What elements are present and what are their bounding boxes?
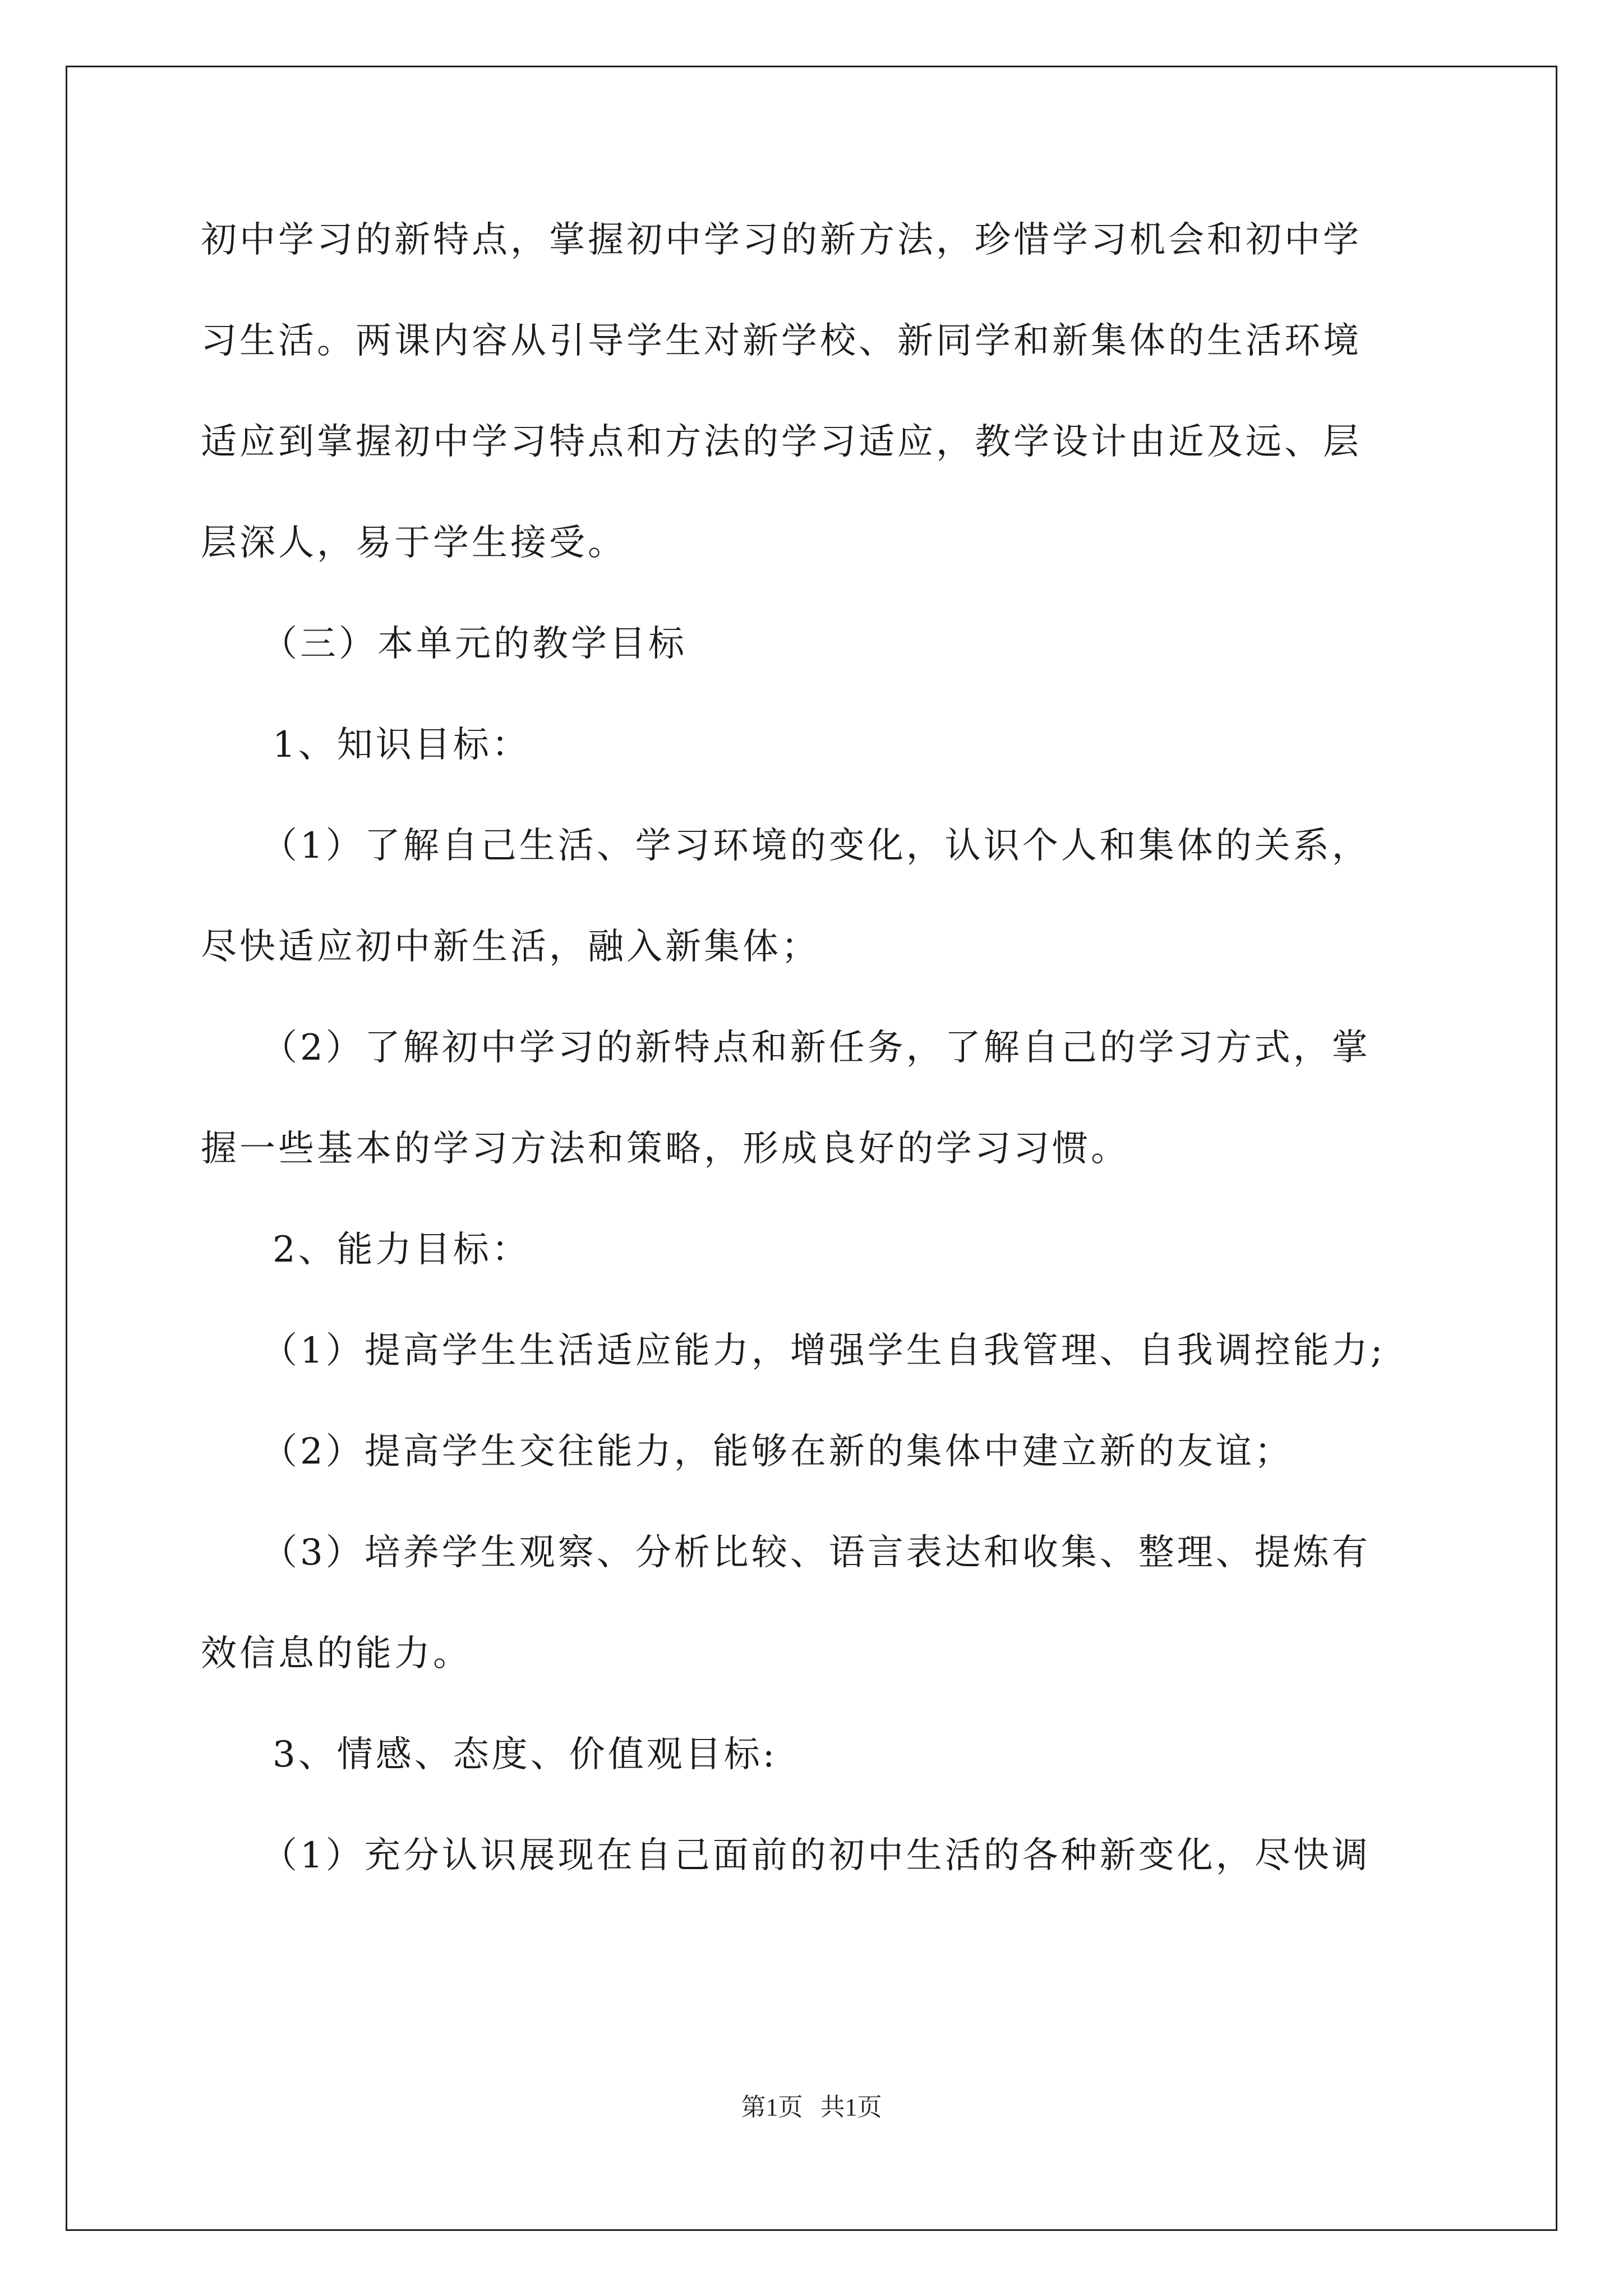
subsection-heading: 2、能力目标： [273,1229,531,1271]
text-line: 初中学习的新特点，掌握初中学习的新方法，珍惜学习机会和初中学 [201,219,1362,261]
text-line: （1）提高学生生活适应能力，增强学生自我管理、自我调控能力; [261,1330,1386,1372]
text-line: （3）培养学生观察、分析比较、语言表达和收集、整理、提炼有 [261,1532,1371,1573]
text-line: 习生活。两课内容从引导学生对新学校、新同学和新集体的生活环境 [201,320,1362,362]
subsection-heading: 3、情感、态度、价值观目标: [273,1734,778,1775]
section-heading: （三）本单元的教学目标 [261,623,687,665]
text-line: （1）了解自己生活、学习环境的变化，认识个人和集体的关系， [261,825,1371,867]
text-line: （2）了解初中学习的新特点和新任务，了解自己的学习方式，掌 [261,1027,1371,1069]
page-footer [0,2087,1623,2123]
text-line: 尽快适应初中新生活，融入新集体； [201,926,820,968]
text-line: 适应到掌握初中学习特点和方法的学习适应，教学设计由近及远、层 [201,421,1362,463]
page-number: 第1页 [741,2093,803,2121]
document-body [201,218,1435,1934]
text-line: 效信息的能力。 [201,1633,472,1674]
page-total: 共1页 [820,2093,882,2121]
text-line: （1）充分认识展现在自己面前的初中生活的各种新变化，尽快调 [261,1835,1371,1876]
text-line: 层深人，易于学生接受。 [201,522,626,564]
text-line: （2）提高学生交往能力，能够在新的集体中建立新的友谊； [261,1431,1293,1473]
subsection-heading: 1、知识目标： [273,724,531,766]
text-line: 握一些基本的学习方法和策略，形成良好的学习习惯。 [201,1128,1129,1170]
page-border [66,66,1557,2231]
